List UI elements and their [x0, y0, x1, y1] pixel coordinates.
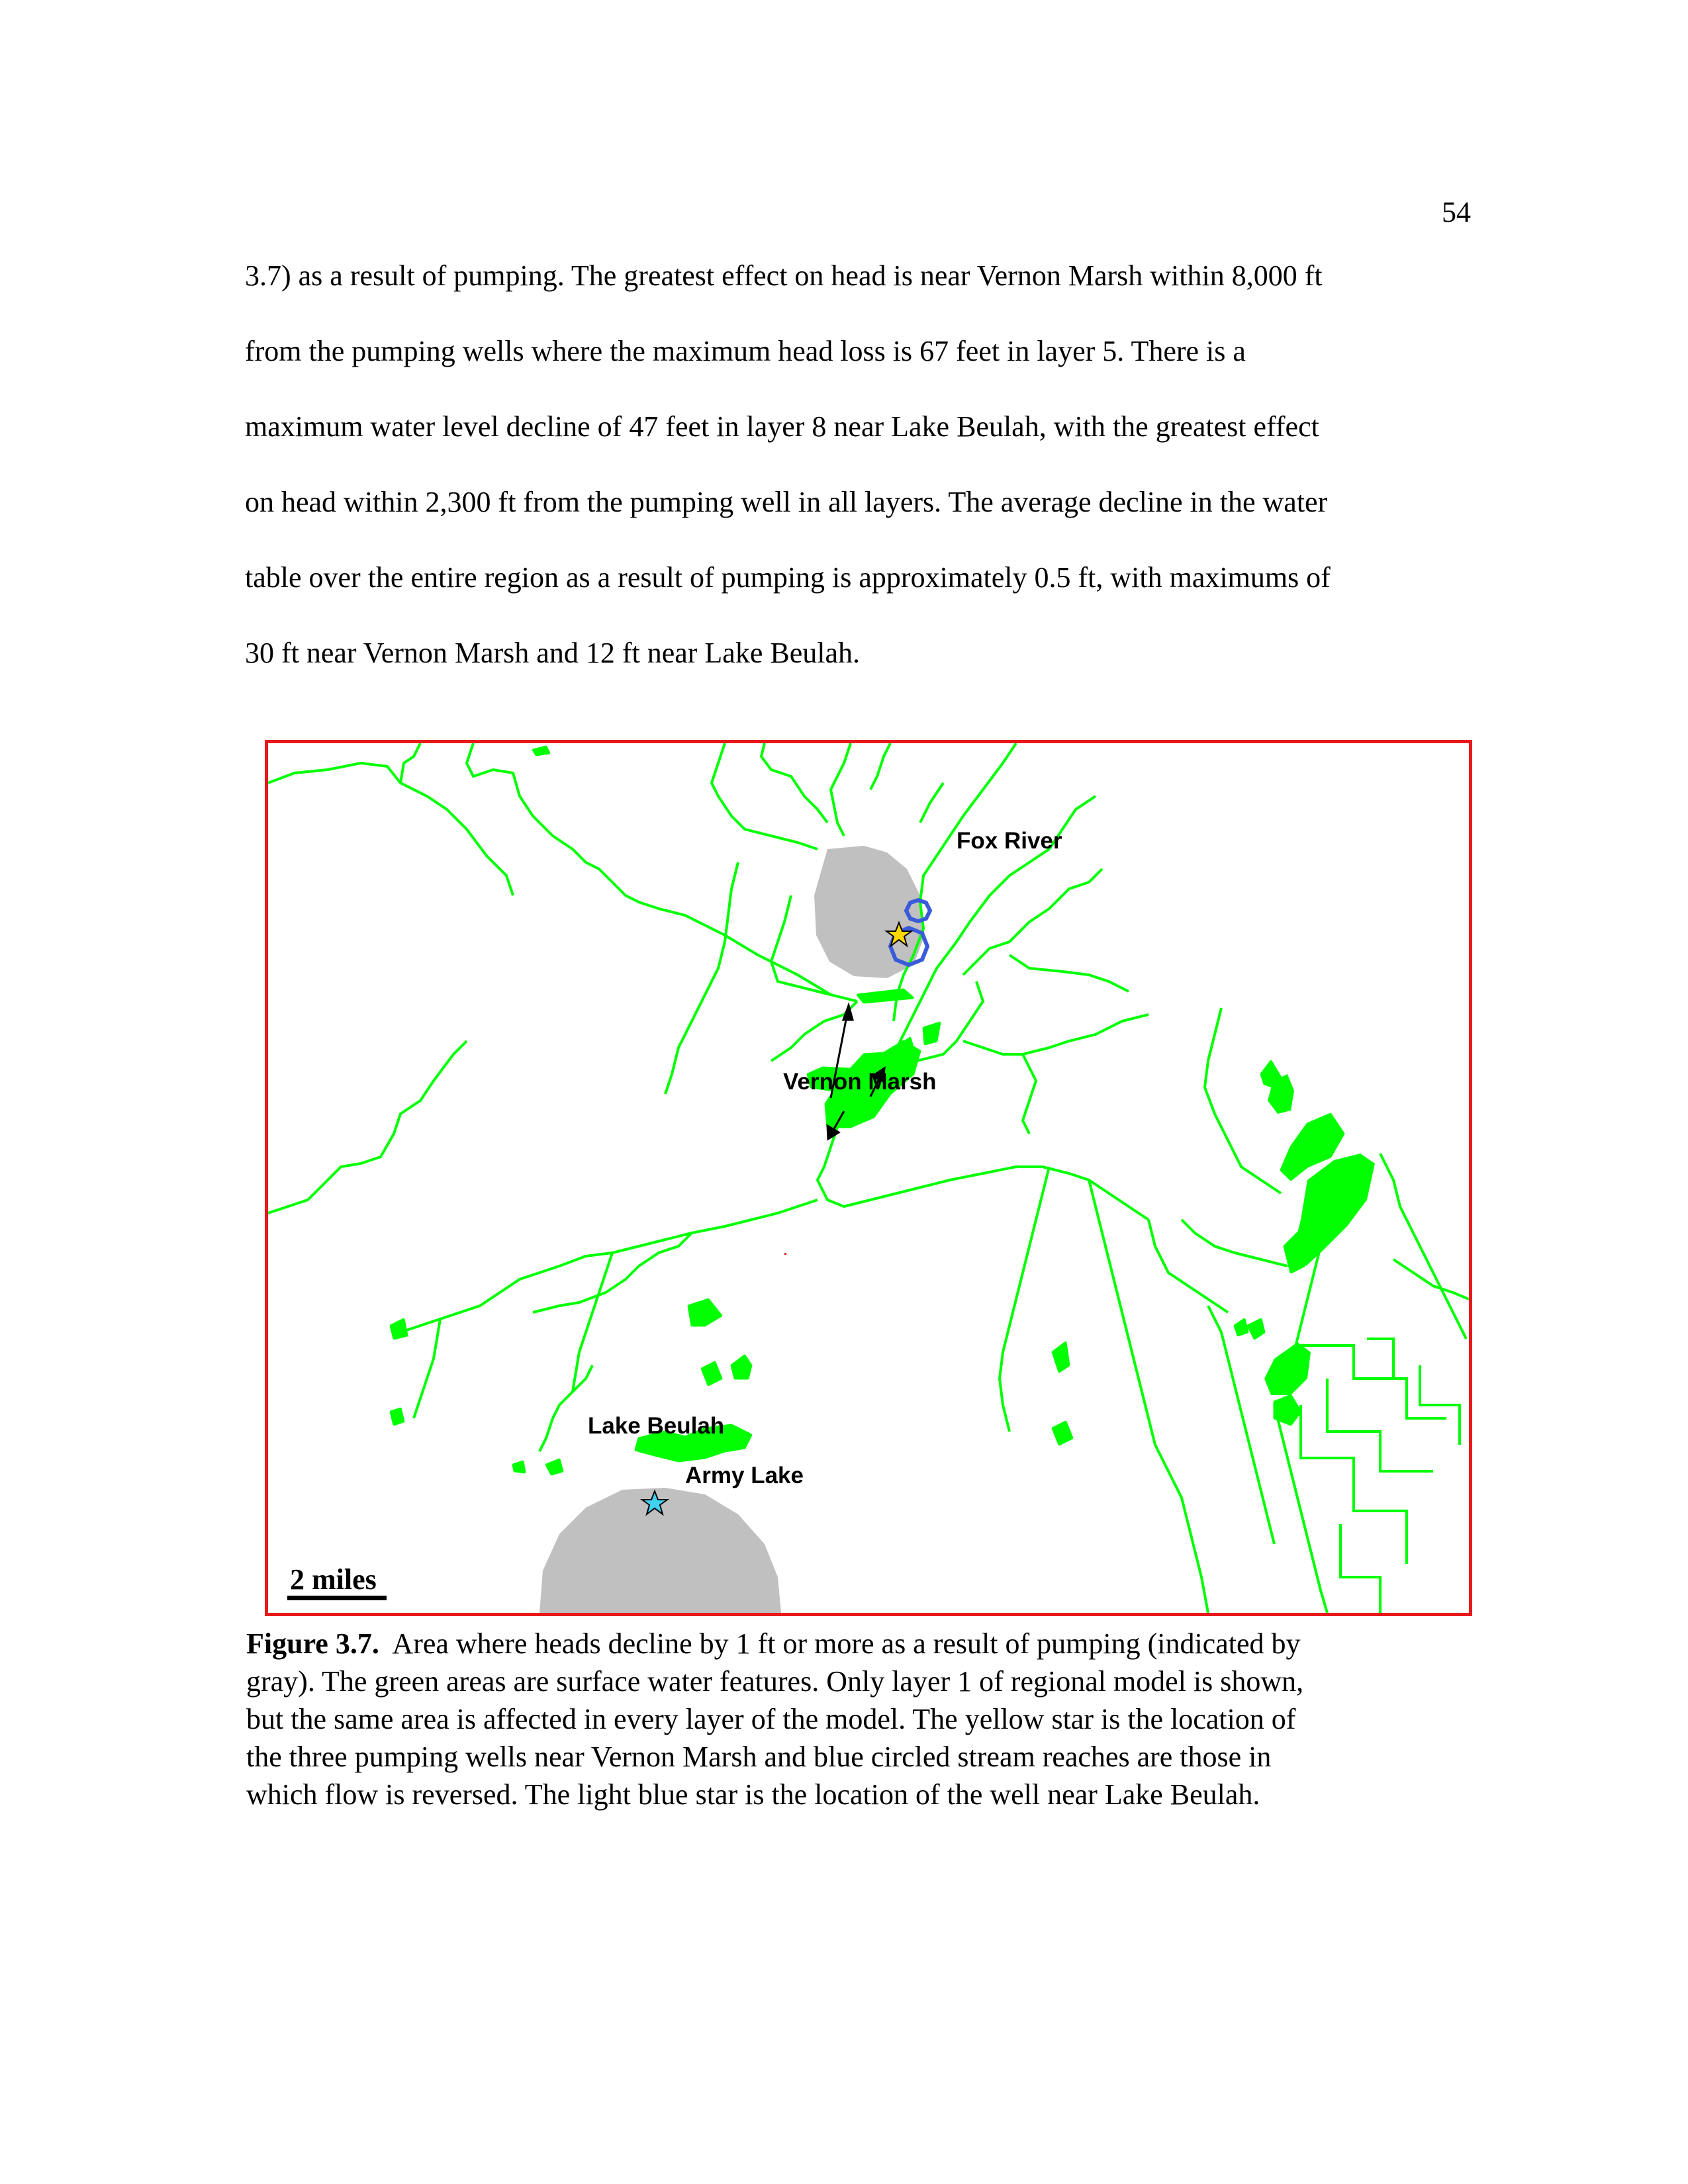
body-line: 3.7) as a result of pumping. The greatest effect on head is near Vernon Marsh within 8,000 ft [245, 259, 1323, 292]
body-line: 30 ft near Vernon Marsh and 12 ft near Lake Beulah. [245, 637, 860, 669]
figure-map-frame [265, 740, 1472, 1616]
stream-sw-4 [414, 1319, 440, 1418]
stream-n-4 [831, 743, 851, 836]
stream-e-far-8 [1393, 1259, 1469, 1299]
body-line: maximum water level decline of 47 feet in layer 8 near Lake Beulah, with the greatest effect [245, 410, 1319, 443]
stream-se-2 [1089, 1180, 1155, 1445]
caption-line: gray). The green areas are surface water features. Only layer 1 of regional model is shown, [246, 1665, 1304, 1698]
pond-south-1 [702, 1362, 722, 1385]
stream-nw-1 [268, 763, 513, 895]
east-lake-big [1294, 1154, 1375, 1266]
map-label-vernon-marsh: Vernon Marsh [783, 1069, 937, 1095]
stream-c-1 [665, 862, 738, 1094]
figure-label: Figure 3.7. [246, 1627, 379, 1660]
stream-n-3 [761, 743, 827, 823]
south-marsh-1 [731, 1355, 751, 1379]
pond-east-small [1235, 1319, 1248, 1336]
caption-line-1-text: Area where heads decline by 1 ft or more as a result of pumping (indicated by [379, 1627, 1301, 1660]
scale-bar-label: 2 miles [290, 1563, 377, 1596]
body-line: on head within 2,300 ft from the pumping well in all layers. The average decline in the water [245, 486, 1328, 518]
beulah-small-1 [546, 1459, 563, 1475]
map-label-army-lake: Army Lake [685, 1463, 804, 1488]
head-decline-areas [539, 846, 925, 1613]
figure-caption [246, 1625, 1477, 1813]
body-paragraph [245, 238, 1476, 691]
scale-bar [287, 1596, 387, 1600]
hydrology-map [268, 743, 1469, 1613]
grid-line [1367, 1339, 1393, 1379]
east-lake-mid [1264, 1342, 1311, 1395]
stream-n-1 [467, 743, 857, 1001]
south-marsh-2 [688, 1299, 722, 1326]
pond-west [391, 1408, 404, 1425]
stream-e-5 [963, 1015, 1149, 1054]
beulah-small-2 [513, 1461, 525, 1473]
stream-ne-1 [920, 783, 943, 823]
south-marsh-4 [1248, 1319, 1264, 1339]
caption-line: which flow is reversed. The light blue star is the location of the well near Lake Beulah. [246, 1778, 1260, 1811]
stream-e-4 [917, 981, 983, 1061]
map-label-fox-river: Fox River [957, 828, 1062, 854]
stream-nw-2 [400, 743, 420, 783]
caption-line [246, 1625, 1477, 1662]
stream-e-far-2 [1380, 1154, 1466, 1339]
grid-line [1301, 1405, 1407, 1564]
grid-line [1420, 1365, 1460, 1445]
stream-e-3 [1009, 955, 1129, 991]
pond-south-2 [1053, 1422, 1072, 1445]
body-line: table over the entire region as a result of pumping is approximately 0.5 ft, with maximums of [245, 561, 1331, 594]
stream-e-2 [963, 869, 1102, 975]
stream-beulah [539, 1392, 573, 1451]
stream-se-3 [1000, 1167, 1049, 1432]
south-marsh-3 [1053, 1342, 1069, 1372]
caption-line: but the same area is affected in every layer of the model. The yellow star is the location of [246, 1703, 1296, 1735]
stream-nw-3 [268, 1041, 467, 1213]
marsh-north [857, 989, 914, 1003]
caption-line: the three pumping wells near Vernon Marsh and blue circled stream reaches are those in [246, 1741, 1272, 1773]
marsh-patch [923, 1023, 940, 1044]
drainage-grid [1301, 1339, 1460, 1613]
map-label-lake-beulah: Lake Beulah [588, 1413, 725, 1439]
body-line: from the pumping wells where the maximum head loss is 67 feet in layer 5. There is a [245, 335, 1246, 367]
stream-sw-3 [573, 1253, 612, 1392]
pond-west-2 [391, 1319, 407, 1339]
stream-n-5 [870, 743, 890, 790]
stream-se-1 [1149, 1220, 1228, 1312]
stream-sw-2 [533, 1233, 692, 1312]
map-dot [784, 1253, 786, 1255]
grid-line [1340, 1524, 1380, 1613]
stream-e-far-4 [1182, 1220, 1288, 1266]
pond-north-1 [533, 747, 549, 755]
stream-c-south [818, 1127, 1149, 1220]
stream-e-far-6 [1208, 1306, 1274, 1544]
page-number: 54 [1442, 196, 1471, 228]
grid-line [1301, 1345, 1446, 1418]
stream-e-far-7 [1155, 1445, 1208, 1613]
stream-e-6 [1023, 1054, 1036, 1134]
